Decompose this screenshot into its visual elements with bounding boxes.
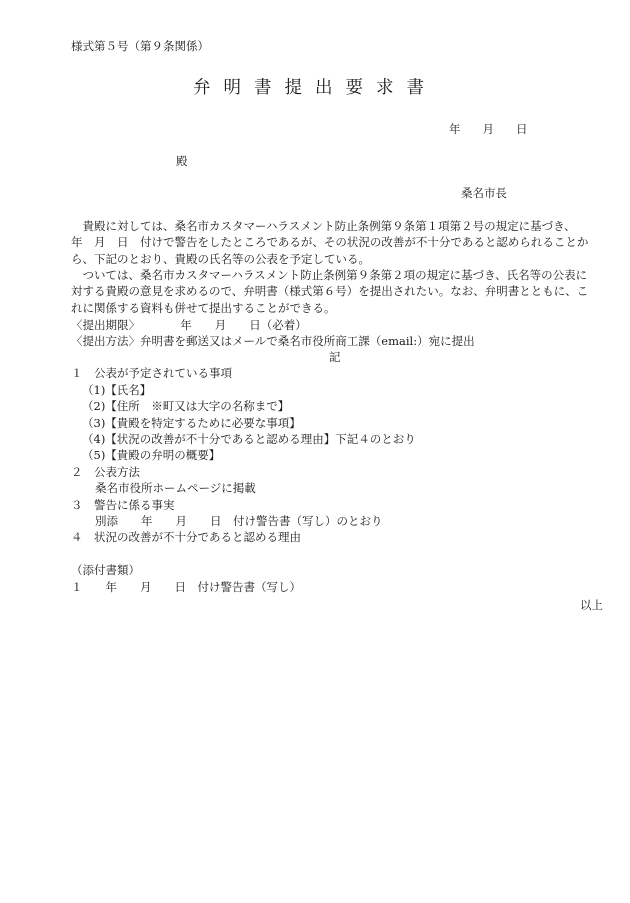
- date-day: 日: [516, 122, 528, 136]
- item-2: ２ 公表方法: [71, 465, 140, 479]
- item-1-2: （2)【住所 ※町又は大字の名称まで】: [82, 399, 290, 413]
- attachment-1: １ 年 月 日 付け警告書（写し）: [71, 580, 301, 594]
- item-3: ３ 警告に係る事実: [71, 498, 175, 512]
- item-3-detail: 別添 年 月 日 付け警告書（写し）のとおり: [95, 514, 383, 528]
- body-paragraph-1: 貴殿に対しては、桑名市カスタマーハラスメント防止条例第９条第１項第２号の規定に基づき、 年 月 日 付けで警告をしたところであるが、その状況の改善が不十分であると認められることから、下記のとおり、貴殿の氏名等の公表を予定している。: [71, 219, 589, 266]
- body-paragraph-2: ついては、桑名市カスタマーハラスメント防止条例第９条第２項の規定に基づき、氏名等の公表に対する貴殿の意見を求めるので、弁明書（様式第６号）を提出されたい。なお、弁明書とともに、これに関係する資料も併せて提出することができる。: [71, 268, 589, 315]
- date-month: 月: [482, 122, 494, 136]
- issuer: 桑名市長: [461, 186, 507, 200]
- deadline-line: 〈提出期限〉 年 月 日（必着）: [71, 318, 307, 332]
- attachments-heading: （添付書類）: [71, 563, 140, 577]
- closing-mark: 以上: [580, 598, 603, 612]
- date-line: [449, 122, 550, 136]
- item-1-4: （4)【状況の改善が不十分であると認める理由】下記４のとおり: [82, 432, 416, 446]
- form-number: 様式第５号（第９条関係）: [71, 39, 209, 53]
- ki-heading: 記: [329, 350, 341, 364]
- method-line: 〈提出方法〉弁明書を郵送又はメールで桑名市役所商工課（email:）宛に提出: [71, 334, 475, 348]
- item-4: ４ 状況の改善が不十分であると認める理由: [71, 530, 301, 544]
- item-1: １ 公表が予定されている事項: [71, 366, 232, 380]
- date-year: 年: [449, 122, 461, 136]
- document-title: 弁明書提出要求書: [193, 78, 437, 98]
- item-1-1: （1)【氏名】: [82, 383, 152, 397]
- item-1-5: （5)【貴殿の弁明の概要】: [82, 448, 221, 462]
- item-1-3: （3)【貴殿を特定するために必要な事項】: [82, 416, 301, 430]
- addressee: 殿: [176, 154, 188, 168]
- item-2-detail: 桑名市役所ホームページに掲載: [95, 481, 256, 495]
